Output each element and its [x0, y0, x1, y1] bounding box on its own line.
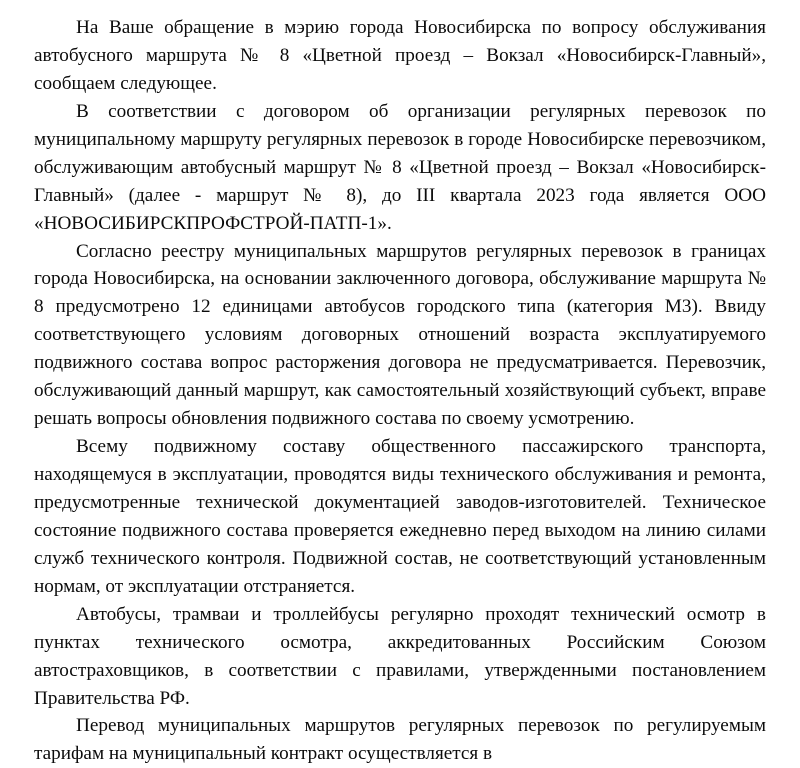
- paragraph-3: Согласно реестру муниципальных маршрутов регулярных перевозок в границах города Новосибирска, на основании заключенного договора, обслуживание маршрута № 8 предусмотрено 12 единицами автобусов городского типа (категория М3). Ввиду соответствующего условиям договорных отношений возраста эксплуатируемого подвижного состава вопрос расторжения договора не предусматривается. Перевозчик, обслуживающий данный маршрут, как самостоятельный хозяйствующий субъект, вправе решать вопросы обновления подвижного состава по своему усмотрению.: [34, 240, 766, 430]
- paragraph-1: На Ваше обращение в мэрию города Новосибирска по вопросу обслуживания автобусного маршрута № 8 «Цветной проезд – Вокзал «Новосибирск-Главный», сообщаем следующее.: [34, 17, 766, 94]
- paragraph-5: Автобусы, трамваи и троллейбусы регулярно проходят технический осмотр в пунктах технического осмотра, аккредитованных Российским Союзом автостраховщиков, в соответствии с правилами, утвержденными постановлением Правительства РФ.: [34, 603, 766, 709]
- paragraph-2: В соответствии с договором об организации регулярных перевозок по муниципальному маршруту регулярных перевозок в городе Новосибирске перевозчиком, обслуживающим автобусный маршрут № 8 «Цветной проезд – Вокзал «Новосибирск-Главный» (далее - маршрут № 8), до III квартала 2023 года является ООО «НОВОСИБИРСКПРОФСТРОЙ-ПАТП-1».: [34, 100, 766, 234]
- paragraph-4: Всему подвижному составу общественного пассажирского транспорта, находящемуся в эксплуатации, проводятся виды технического обслуживания и ремонта, предусмотренные технической документацией заводов-изготовителей. Техническое состояние подвижного состава проверяется ежедневно перед выходом на линию силами служб технического контроля. Подвижной состав, не соответствующий установленным нормам, от эксплуатации отстраняется.: [34, 436, 766, 597]
- paragraph-6: Перевод муниципальных маршрутов регулярных перевозок по регулируемым тарифам на муниципальный контракт осуществляется в: [34, 715, 766, 765]
- document-body: [34, 14, 766, 768]
